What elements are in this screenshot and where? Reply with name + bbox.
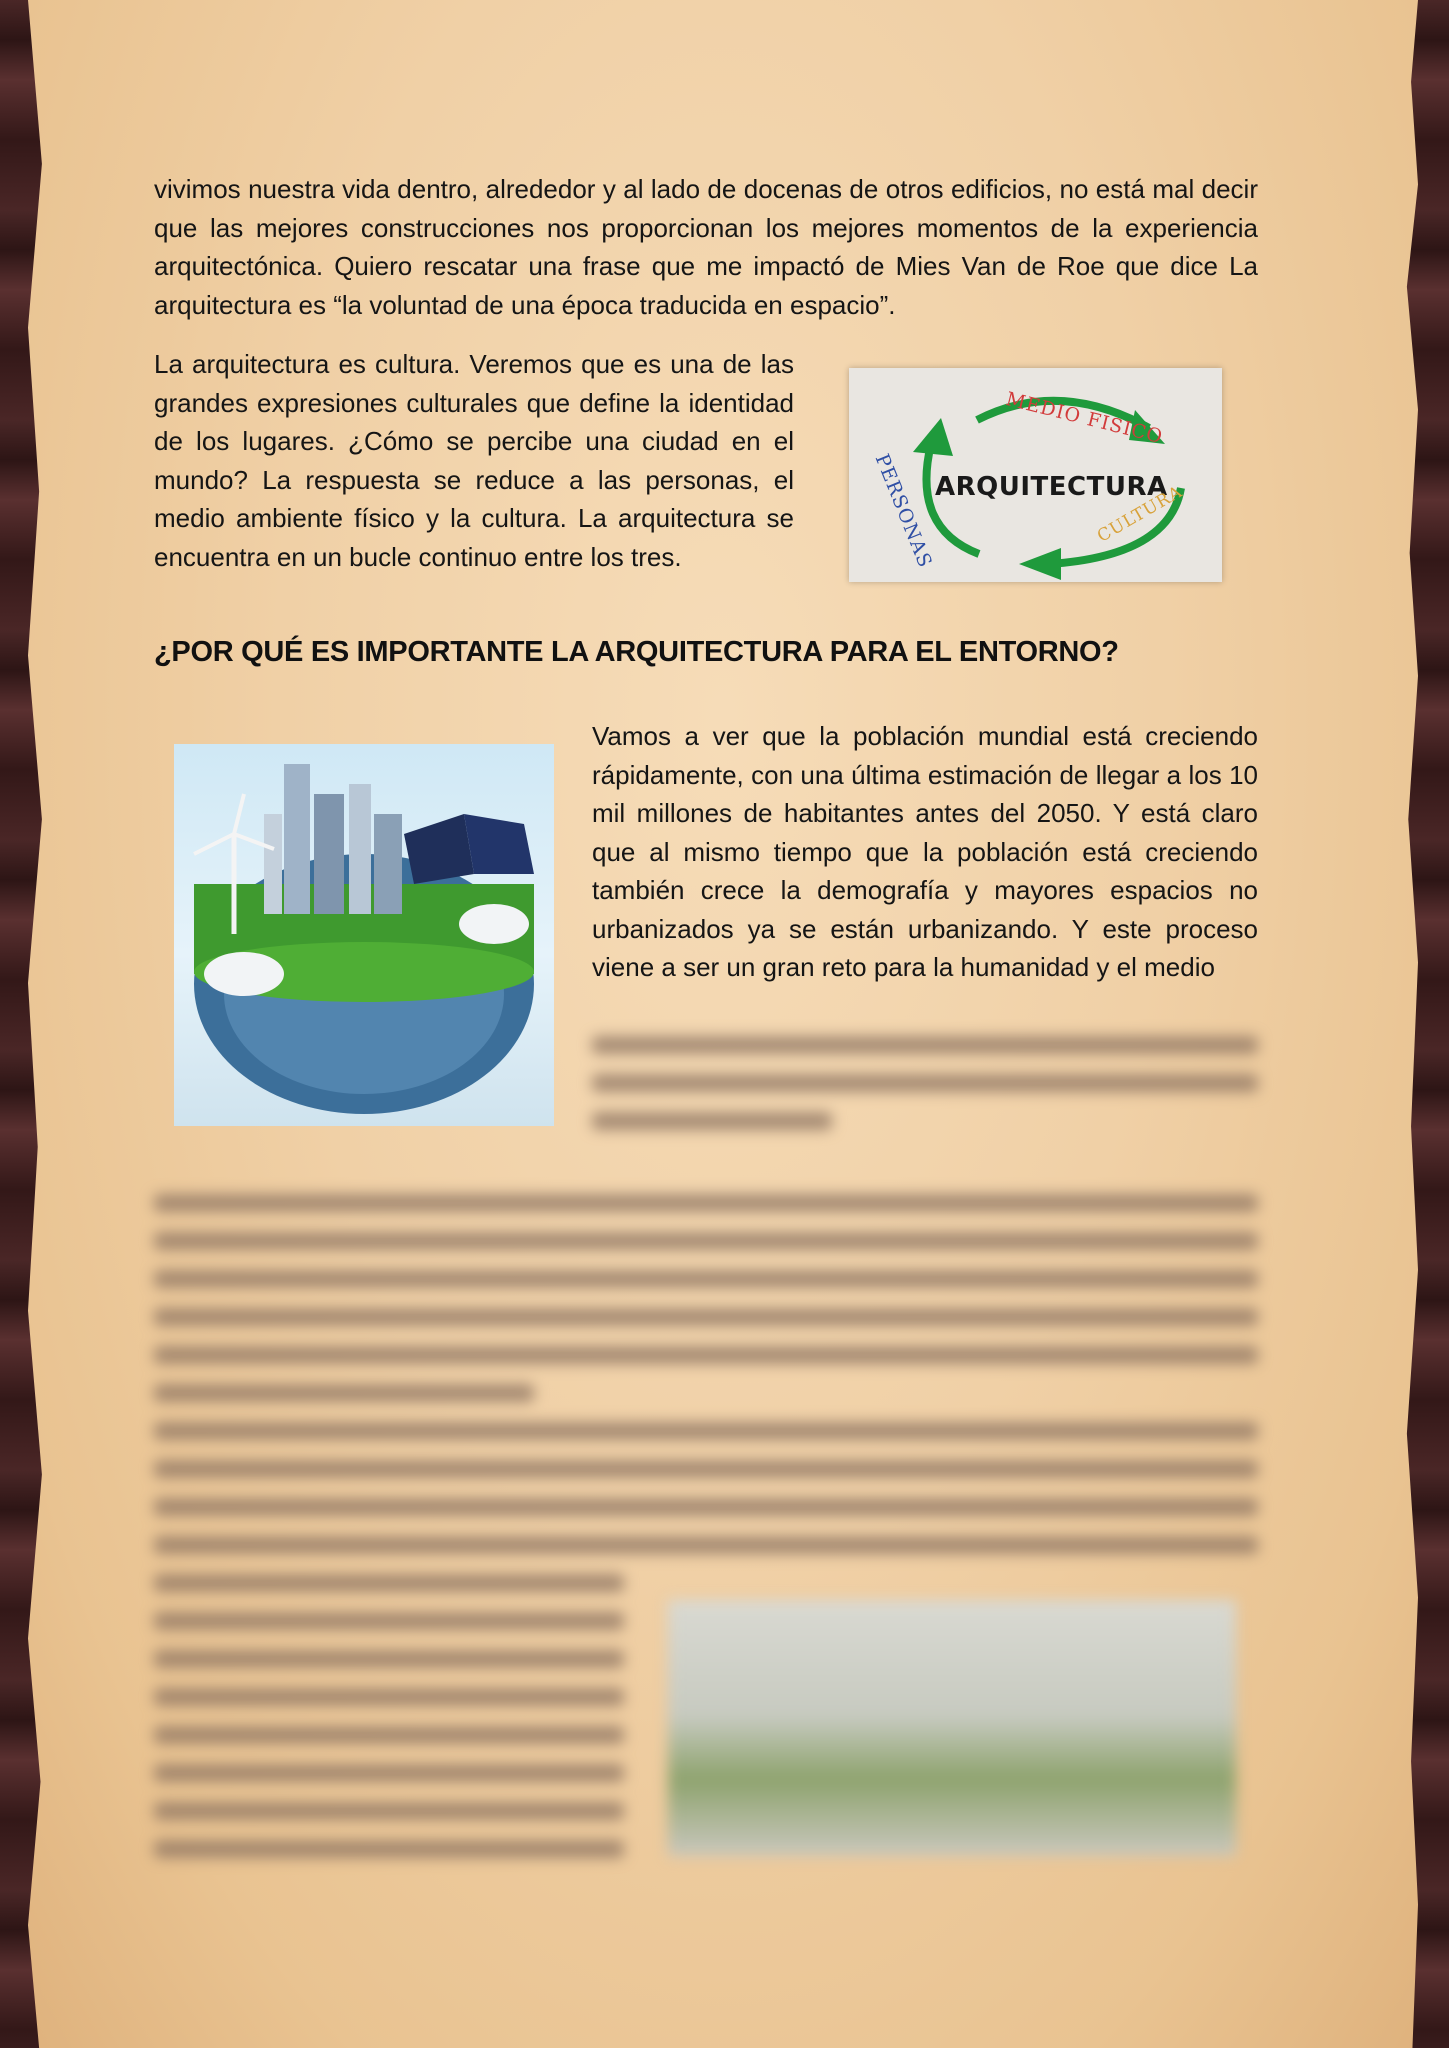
intro-paragraph <box>154 170 1258 324</box>
urban-park-photo <box>668 1600 1236 1856</box>
culture-text: La arquitectura es cultura. Veremos que es una de las grandes expresiones culturales que define la identidad de los lugares. ¿Cómo se percibe una ciudad en el mundo? La respuesta se reduce a las personas, el medio ambiente físico y la cultura. La arquitectura se encuentra en un bucle continuo entre los tres. <box>154 349 794 572</box>
cycle-center-label: ARQUITECTURA <box>935 472 1168 502</box>
cycle-top-label: MEDIO FISICO <box>1003 388 1166 449</box>
blurred-lower-section <box>0 1024 1449 2048</box>
cycle-right-label: CULTURA <box>1094 481 1187 547</box>
architecture-cycle-diagram <box>849 368 1222 582</box>
population-paragraph <box>592 717 1258 987</box>
cycle-left-label: PERSONAS <box>870 450 937 572</box>
culture-paragraph <box>154 345 794 576</box>
intro-text: vivimos nuestra vida dentro, alrededor y al lado de docenas de otros edificios, no está mal decir que las mejores construcciones nos proporcionan los mejores momentos de la experiencia arquitectónica. Quiero rescatar una frase que me impactó de Mies Van de Roe que dice La arquitectura es “la voluntad de una época traducida en espacio”. <box>154 174 1258 320</box>
section-heading: ¿POR QUÉ ES IMPORTANTE LA ARQUITECTURA PARA EL ENTORNO? <box>154 636 1119 668</box>
population-text: Vamos a ver que la población mundial está creciendo rápidamente, con una última estimación de llegar a los 10 mil millones de habitantes antes del 2050. Y está claro que al mismo tiempo que la población está creciendo también crece la demografía y mayores espacios no urbanizados ya se están urbanizando. Y este proceso viene a ser un gran reto para la humanidad y el medio <box>592 721 1258 982</box>
